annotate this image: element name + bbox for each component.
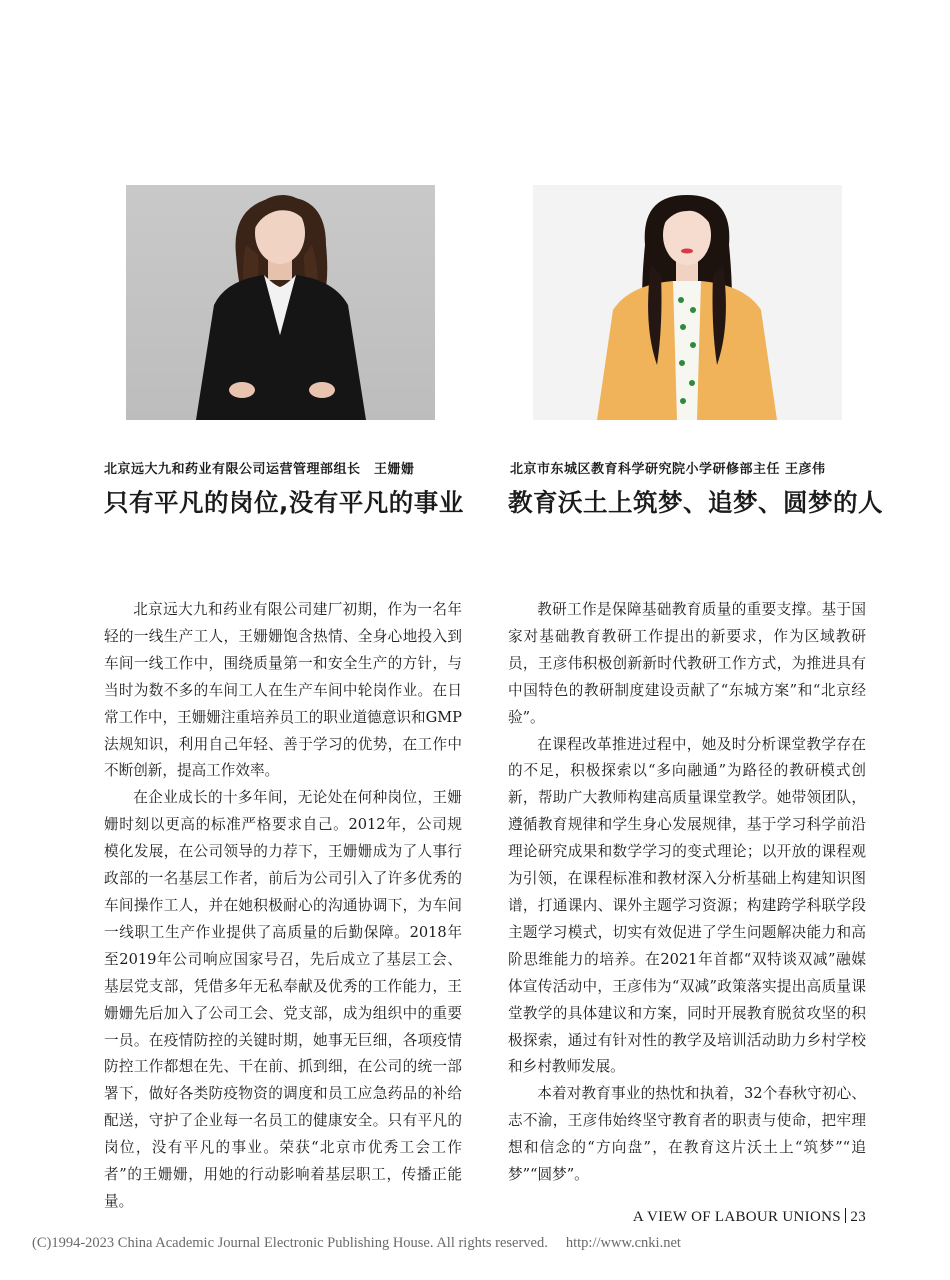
caption-left: 北京远大九和药业有限公司运营管理部组长 王姗姗 xyxy=(104,462,415,477)
article-body-right xyxy=(508,597,866,1189)
paragraph: 北京远大九和药业有限公司建厂初期，作为一名年轻的一线生产工人，王姗姗饱含热情、全身心地投入到车间一线工作中，围绕质量第一和安全生产的方针，与当时为数不多的车间工人在生产车间中轮岗作业。在日常工作中，王姗姗注重培养员工的职业道德意识和GMP法规知识，利用自己年轻、善于学习的优势，在工作中不断创新，提高工作效率。 xyxy=(104,601,462,780)
copyright-text: (C)1994-2023 China Academic Journal Electronic Publishing House. All rights reserved. xyxy=(32,1235,548,1251)
headline-right: 教育沃土上筑梦、追梦、圆梦的人 xyxy=(508,488,883,517)
folio-divider xyxy=(845,1208,847,1223)
paragraph: 本着对教育事业的热忱和执着，32个春秋守初心、志不渝，王彦伟始终坚守教育者的职责与使命，把牢理想和信念的“方向盘”，在教育这片沃土上“筑梦”“追梦”“圆梦”。 xyxy=(508,1085,866,1184)
portrait-illustration-right xyxy=(533,185,842,420)
portrait-illustration-left xyxy=(126,185,435,420)
article-body-left xyxy=(104,597,462,1216)
copyright-footer xyxy=(32,1235,681,1252)
page-number: 23 xyxy=(850,1209,866,1225)
paragraph: 在课程改革推进过程中，她及时分析课堂教学存在的不足，积极探索以“多向融通”为路径的教研模式创新，帮助广大教师构建高质量课堂教学。她带领团队，遵循教育规律和学生身心发展规律，基于学习科学前沿理论研究成果和数学学习的变式理论；以开放的课程观为引领，在课程标准和教材深入分析基础上构建知识图谱，打通课内、课外主题学习资源；构建跨学科联学段主题学习模式，切实有效促进了学生问题解决能力和高阶思维能力的培养。在2021年首都“双特谈双减”融媒体宣传活动中，王彦伟为“双减”政策落实提出高质量课堂教学的具体建议和方案，同时开展教育脱贫攻坚的积极探索，通过有针对性的教学及培训活动助力乡村学校和乡村教师发展。 xyxy=(508,735,866,1076)
headline-left: 只有平凡的岗位,没有平凡的事业 xyxy=(104,488,464,517)
paragraph: 在企业成长的十多年间，无论处在何种岗位，王姗姗时刻以更高的标准严格要求自己。2012年，公司规模化发展，在公司领导的力荐下，王姗姗成为了人事行政部的一名基层工作者，前后为公司引入了许多优秀的车间操作工人，并在她积极耐心的沟通协调下，为车间一线职工生产作业提供了高质量的后勤保障。2018年至2019年公司响应国家号召，先后成立了基层工会、基层党支部，凭借多年无私奉献及优秀的工作能力，王姗姗先后加入了公司工会、党支部，成为组织中的重要一员。在疫情防控的关键时期，她事无巨细，各项疫情防控工作都想在先、干在前、抓到细，在公司的统一部署下，做好各类防疫物资的调度和员工应急药品的补给配送，守护了企业每一名员工的健康安全。只有平凡的岗位，没有平凡的事业。荣获“北京市优秀工会工作者”的王姗姗，用她的行动影响着基层职工，传播正能量。 xyxy=(104,789,462,1210)
page-folio xyxy=(633,1208,866,1226)
magazine-name: A VIEW OF LABOUR UNIONS xyxy=(632,1209,841,1225)
portrait-photo-left xyxy=(126,185,435,420)
caption-right: 北京市东城区教育科学研究院小学研修部主任 王彦伟 xyxy=(510,462,826,477)
paragraph: 教研工作是保障基础教育质量的重要支撑。基于国家对基础教育教研工作提出的新要求，作为区域教研员，王彦伟积极创新新时代教研工作方式，为推进具有中国特色的教研制度建设贡献了“东城方案”和“北京经验”。 xyxy=(508,601,866,726)
portrait-photo-right xyxy=(533,185,842,420)
footer-url[interactable]: http://www.cnki.net xyxy=(565,1235,681,1251)
